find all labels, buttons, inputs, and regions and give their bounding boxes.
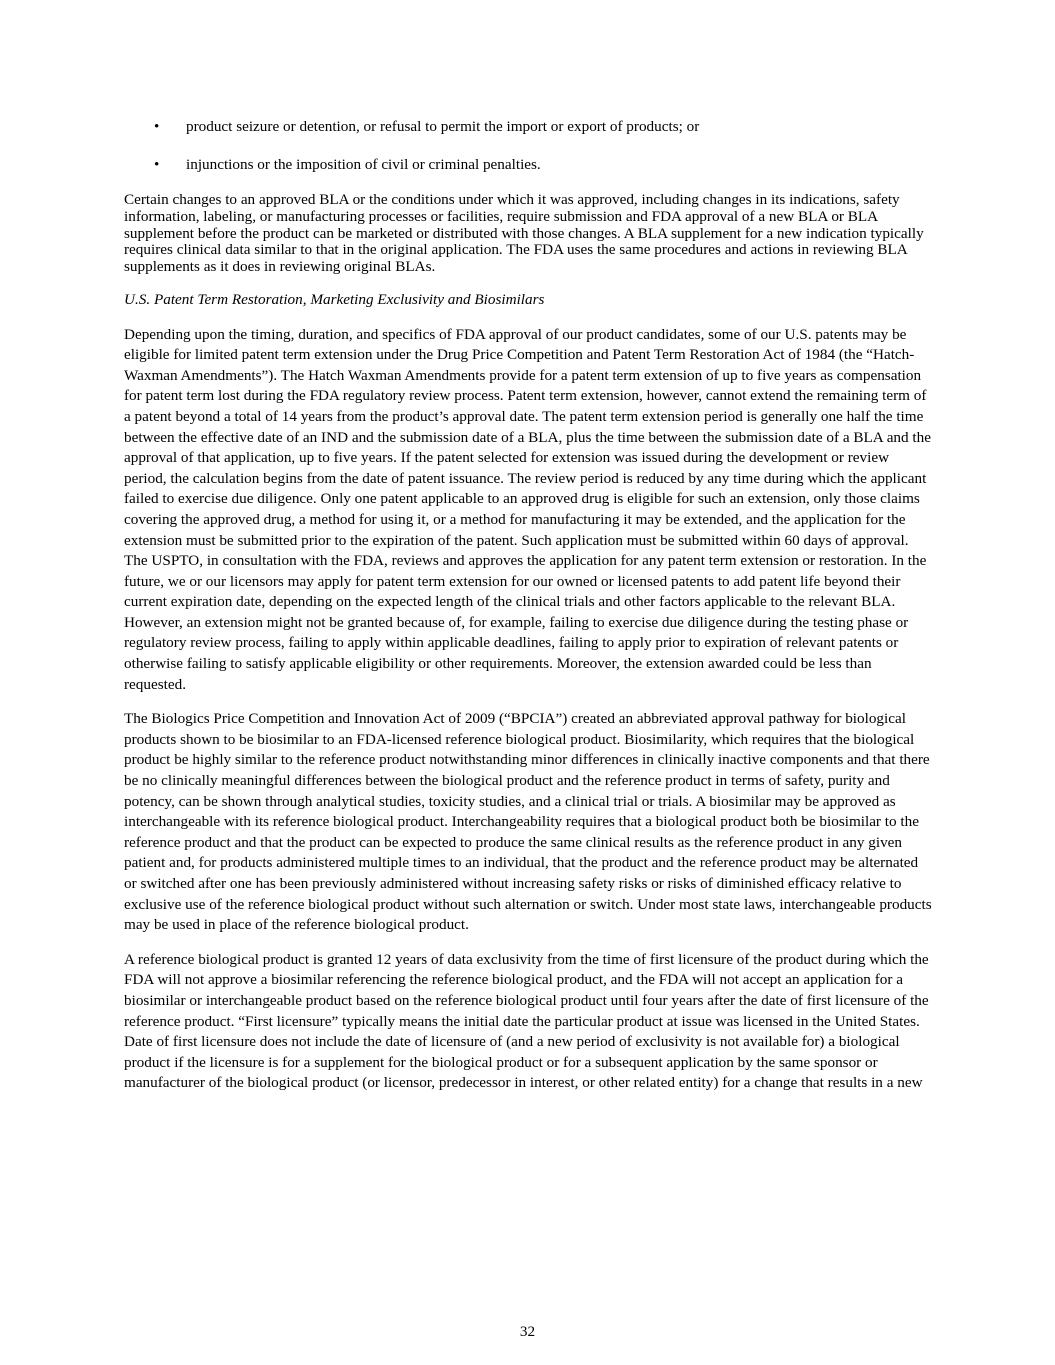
- paragraph-bpcia: The Biologics Price Competition and Innovation Act of 2009 (“BPCIA”) created an abbreviated approval pathway for biological products shown to be biosimilar to an FDA-licensed reference biological product. Biosimilarity, which requires that the biological product be highly similar to the reference product notwithstanding minor differences in clinically inactive components and that there be no clinically meaningful differences between the biological product and the reference product in terms of safety, purity and potency, can be shown through analytical studies, toxicity studies, and a clinical trial or trials. A biosimilar may be approved as interchangeable with its reference biological product. Interchangeability requires that a biological product both be biosimilar to the reference product and that the product can be expected to produce the same clinical results as the reference product in any given patient and, for products administered multiple times to an individual, that the product and the reference product may be alternated or switched after one has been previously administered without increasing safety risks or risks of diminished efficacy relative to exclusive use of the reference biological product without such alternation or switch. Under most state laws, interchangeable products may be used in place of the reference biological product.: [124, 710, 932, 934]
- document-page: [124, 116, 932, 1108]
- list-item: [124, 154, 932, 176]
- bullet-icon: •: [154, 156, 160, 173]
- bullet-list: [124, 116, 932, 176]
- section-heading: U.S. Patent Term Restoration, Marketing Exclusivity and Biosimilars: [124, 290, 545, 308]
- list-item: [124, 116, 932, 138]
- bullet-icon: •: [154, 118, 160, 135]
- paragraph-patent-term: Depending upon the timing, duration, and specifics of FDA approval of our product candidates, some of our U.S. patents may be eligible for limited patent term extension under the Drug Price Competition and Patent Term Restoration Act of 1984 (the “Hatch-Waxman Amendments”). The Hatch Waxman Amendments provide for a patent term extension of up to five years as compensation for patent term lost during the FDA regulatory review process. Patent term extension, however, cannot extend the remaining term of a patent beyond a total of 14 years from the product’s approval date. The patent term extension period is generally one half the time between the effective date of an IND and the submission date of a BLA, plus the time between the submission date of a BLA and the approval of that application, up to five years. If the patent selected for extension was issued during the development or review period, the calculation begins from the date of patent issuance. The review period is reduced by any time during which the applicant failed to exercise due diligence. Only one patent applicable to an approved drug is eligible for such an extension, only those claims covering the approved drug, a method for using it, or a method for manufacturing it may be extended, and the application for the extension must be submitted prior to the expiration of the patent. Such application must be submitted within 60 days of approval. The USPTO, in consultation with the FDA, reviews and approves the application for any patent term extension or restoration. In the future, we or our licensors may apply for patent term extension for our owned or licensed patents to add patent life beyond their current expiration date, depending on the expected length of the clinical trials and other factors applicable to the relevant BLA. However, an extension might not be granted because of, for example, failing to exercise due diligence during the testing phase or regulatory review process, failing to apply within applicable deadlines, failing to apply prior to expiration of relevant patents or otherwise failing to satisfy applicable eligibility or other requirements. Moreover, the extension awarded could be less than requested.: [124, 325, 931, 693]
- bullet-text: injunctions or the imposition of civil or criminal penalties.: [186, 156, 541, 173]
- paragraph-data-exclusivity: A reference biological product is granted 12 years of data exclusivity from the time of first licensure of the product during which the FDA will not approve a biosimilar referencing the reference biological product, and the FDA will not accept an application for a biosimilar or interchangeable product based on the reference biological product until four years after the date of first licensure of the reference product. “First licensure” typically means the initial date the particular product at issue was licensed in the United States. Date of first licensure does not include the date of licensure of (and a new period of exclusivity is not available for) a biological product if the licensure is for a supplement for the biological product or for a subsequent application by the same sponsor or manufacturer of the biological product (or licensor, predecessor in interest, or other related entity) for a change that results in a new: [124, 950, 929, 1092]
- paragraph-bla-changes: Certain changes to an approved BLA or the conditions under which it was approved, including changes in its indications, safety information, labeling, or manufacturing processes or facilities, require submission and FDA approval of a new BLA or BLA supplement before the product can be marketed or distributed with those changes. A BLA supplement for a new indication typically requires clinical data similar to that in the original application. The FDA uses the same procedures and actions in reviewing BLA supplements as it does in reviewing original BLAs.: [124, 191, 924, 276]
- page-number: 32: [519, 1323, 536, 1340]
- bullet-text: product seizure or detention, or refusal to permit the import or export of products; or: [186, 118, 700, 135]
